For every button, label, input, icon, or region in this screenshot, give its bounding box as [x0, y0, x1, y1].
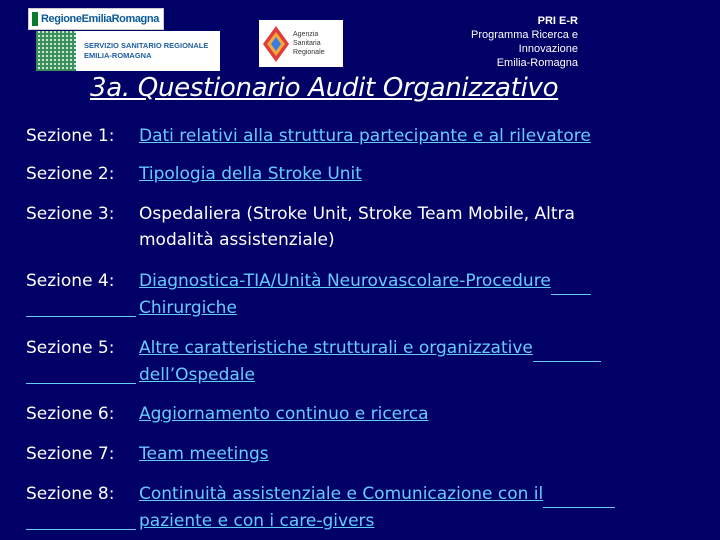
- section-label: Sezione 6:: [26, 404, 115, 424]
- section-4: [26, 268, 591, 321]
- section-1-link[interactable]: Dati relativi alla struttura partecipante e al rilevatore: [139, 126, 591, 146]
- section-7: [26, 441, 269, 467]
- section-1: [26, 123, 591, 149]
- section-label: Sezione 5:: [26, 338, 115, 358]
- section-2-link[interactable]: Tipologia della Stroke Unit: [139, 164, 362, 184]
- program-line1: Programma Ricerca e: [471, 29, 578, 41]
- section-8-underline-trail: [543, 481, 615, 508]
- section-6-link[interactable]: Aggiornamento continuo e ricerca: [139, 404, 429, 424]
- program-line3: Emilia-Romagna: [496, 57, 578, 69]
- section-4-underline-trail: [551, 268, 591, 295]
- regione-logo-mark-icon: [32, 12, 38, 26]
- ssr-logo-line2: EMILIA-ROMAGNA: [84, 51, 152, 60]
- section-8-link-line1[interactable]: Continuità assistenziale e Comunicazione con il: [139, 484, 544, 504]
- section-label: Sezione 7:: [26, 444, 115, 464]
- section-label: Sezione 8:: [26, 484, 115, 504]
- section-4-link-line1[interactable]: Diagnostica-TIA/Unità Neurovascolare-Procedure: [139, 271, 551, 291]
- asr-logo-line1: Agenzia: [293, 31, 319, 38]
- regione-emilia-romagna-logo: [28, 8, 164, 30]
- section-3-text-line1: Ospedaliera (Stroke Unit, Stroke Team Mobile, Altra: [139, 204, 575, 224]
- asr-logo-line3: Regionale: [293, 49, 325, 56]
- page-title: 3a. Questionario Audit Organizzativo: [90, 73, 559, 103]
- section-3-text-line2: modalità assistenziale): [139, 230, 335, 250]
- section-4-underline-lead: [26, 316, 136, 317]
- section-7-link[interactable]: Team meetings: [139, 444, 269, 464]
- ssr-logo-line1: SERVIZIO SANITARIO REGIONALE: [84, 41, 209, 50]
- section-4-link-line2[interactable]: Chirurgiche: [139, 298, 237, 318]
- section-label: Sezione 1:: [26, 126, 115, 146]
- section-5-link-line1[interactable]: Altre caratteristiche strutturali e organizzative: [139, 338, 533, 358]
- agenzia-sanitaria-regionale-logo: [259, 20, 343, 67]
- section-label: Sezione 4:: [26, 271, 115, 291]
- program-info: [471, 14, 578, 70]
- section-8: [26, 481, 615, 534]
- section-label: Sezione 3:: [26, 204, 115, 224]
- asr-logo-line2: Sanitaria: [293, 40, 321, 47]
- section-8-underline-lead: [26, 529, 136, 530]
- program-code: PRI E-R: [537, 15, 578, 27]
- ssr-grid-icon: [36, 31, 76, 71]
- section-3: [26, 201, 575, 253]
- section-5-underline-lead: [26, 383, 136, 384]
- program-line2: Innovazione: [518, 43, 578, 55]
- section-5-link-line2[interactable]: dell’Ospedale: [139, 365, 255, 385]
- asr-emblem-icon: [261, 24, 291, 64]
- section-5: [26, 335, 601, 388]
- regione-logo-text: RegioneEmiliaRomagna: [41, 13, 159, 25]
- section-5-underline-trail: [533, 335, 601, 362]
- section-8-link-line2[interactable]: paziente e con i care-givers: [139, 511, 375, 531]
- section-2: [26, 161, 362, 187]
- section-label: Sezione 2:: [26, 164, 115, 184]
- servizio-sanitario-regionale-logo: [36, 31, 220, 71]
- section-6: [26, 401, 429, 427]
